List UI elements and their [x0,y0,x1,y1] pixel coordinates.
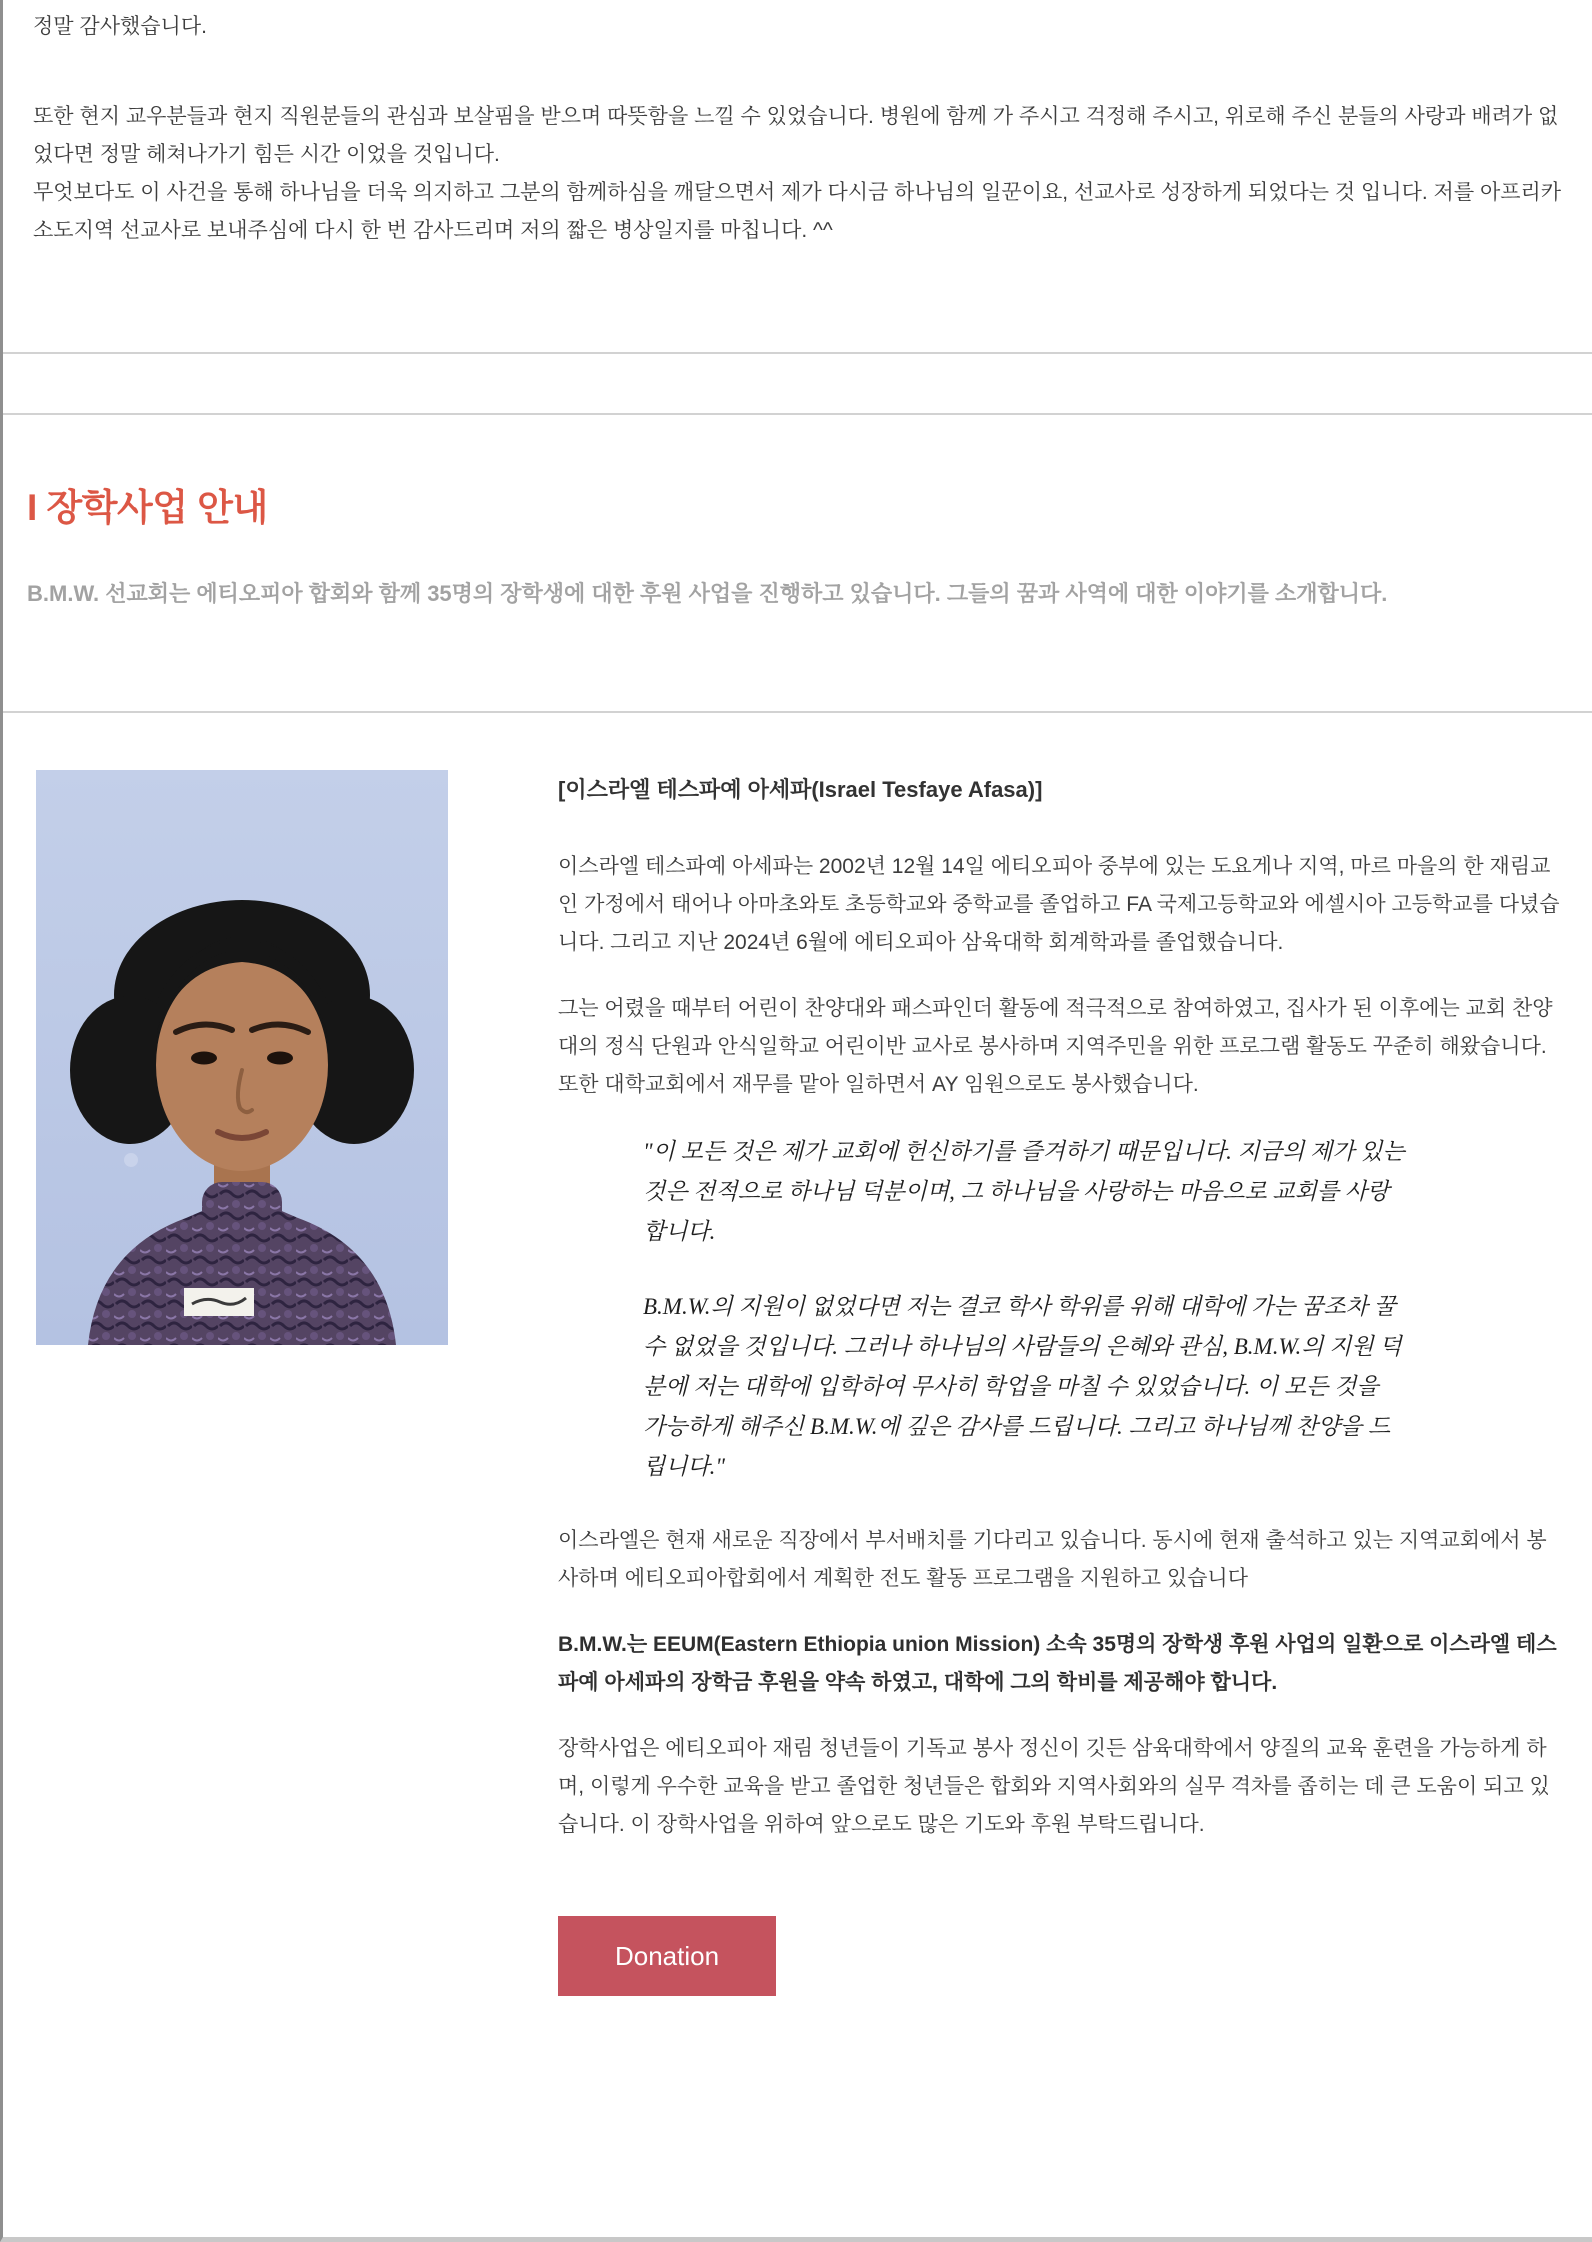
profile-article [558,770,1560,1996]
scholarship-heading-section [3,415,1592,713]
intro-paragraph-b: 무엇보다도 이 사건을 통해 하나님을 더욱 의지하고 그분의 함께하심을 깨달으면서 제가 다시금 하나님의 일꾼이요, 선교사로 성장하게 되었다는 것 입니다. 저를 아프리카 소도지역 선교사로 보내주심에 다시 한 번 감사드리며 저의 짧은 병상일지를 마칩니다. ^^ [33,181,1562,242]
scholarship-heading: I 장학사업 안내 [27,487,268,528]
section-divider-band [3,354,1592,415]
profile-quote-1: "이 모든 것은 제가 교회에 헌신하기를 즐겨하기 때문입니다. 지금의 제가 있는 것은 전적으로 하나님 덕분이며, 그 하나님을 사랑하는 마음으로 교회를 사랑합니다. [643,1139,1405,1244]
profile-paragraph-2: 그는 어렸을 때부터 어린이 찬양대와 패스파인더 활동에 적극적으로 참여하였고, 집사가 된 이후에는 교회 찬양대의 정식 단원과 안식일학교 어린이반 교사로 봉사하며 지역주민을 위한 프로그램 활동도 꾸준히 해왔습니다. 또한 대학교회에서 재무를 맡아 일하면서 AY 임원으로도 봉사했습니다. [558,997,1553,1096]
intro-section [3,0,1592,354]
profile-quote-2: B.M.W.의 지원이 없었다면 저는 결코 학사 학위를 위해 대학에 가는 꿈조차 꿀 수 없었을 것입니다. 그러나 하나님의 사람들의 은혜와 관심, B.M.W.의 지원 덕분에 저는 대학에 입학하여 무사히 학업을 마칠 수 있었습니다. 이 모든 것을 가능하게 해주신 B.M.W.에 깊은 감사를 드립니다. 그리고 하나님께 찬양을 드립니다." [643,1294,1402,1479]
profile-paragraph-4-bold: B.M.W.는 EEUM(Eastern Ethiopia union Mission) 소속 35명의 장학생 후원 사업의 일환으로 이스라엘 테스파예 아세파의 장학금 후원을 약속 하였고, 대학에 그의 학비를 제공해야 합니다. [558,1633,1557,1694]
donation-button[interactable]: Donation [558,1916,776,1996]
profile-title: [이스라엘 테스파예 아세파(Israel Tesfaye Afasa)] [558,777,1043,802]
profile-photo-column [36,770,448,1345]
scholarship-subtitle: B.M.W. 선교회는 에티오피아 합회와 함께 35명의 장학생에 대한 후원 사업을 진행하고 있습니다. 그들의 꿈과 사역에 대한 이야기를 소개합니다. [27,581,1388,606]
profile-section [3,713,1592,2237]
profile-photo [36,770,448,1345]
intro-paragraph-a: 또한 현지 교우분들과 현지 직원분들의 관심과 보살핌을 받으며 따뜻함을 느낄 수 있었습니다. 병원에 함께 가 주시고 걱정해 주시고, 위로해 주신 분들의 사랑과 배려가 없었다면 정말 헤쳐나가기 힘든 시간 이었을 것입니다. [33,105,1559,166]
profile-paragraph-5: 장학사업은 에티오피아 재림 청년들이 기독교 봉사 정신이 깃든 삼육대학에서 양질의 교육 훈련을 가능하게 하며, 이렇게 우수한 교육을 받고 졸업한 청년들은 합회와 지역사회와의 실무 격차를 좁히는 데 큰 도움이 되고 있습니다. 이 장학사업을 위하여 앞으로도 많은 기도와 후원 부탁드립니다. [558,1737,1550,1836]
profile-paragraph-1: 이스라엘 테스파예 아세파는 2002년 12월 14일 에티오피아 중부에 있는 도요게나 지역, 마르 마을의 한 재림교인 가정에서 태어나 아마초와토 초등학교와 중학교를 졸업하고 FA 국제고등학교와 에셀시아 고등학교를 다녔습니다. 그리고 지난 2024년 6월에 에티오피아 삼육대학 회계학과를 졸업했습니다. [558,855,1560,954]
intro-thanks-text: 정말 감사했습니다. [33,15,207,38]
profile-paragraph-3: 이스라엘은 현재 새로운 직장에서 부서배치를 기다리고 있습니다. 동시에 현재 출석하고 있는 지역교회에서 봉사하며 에티오피아합회에서 계획한 전도 활동 프로그램을 지원하고 있습니다 [558,1529,1547,1590]
